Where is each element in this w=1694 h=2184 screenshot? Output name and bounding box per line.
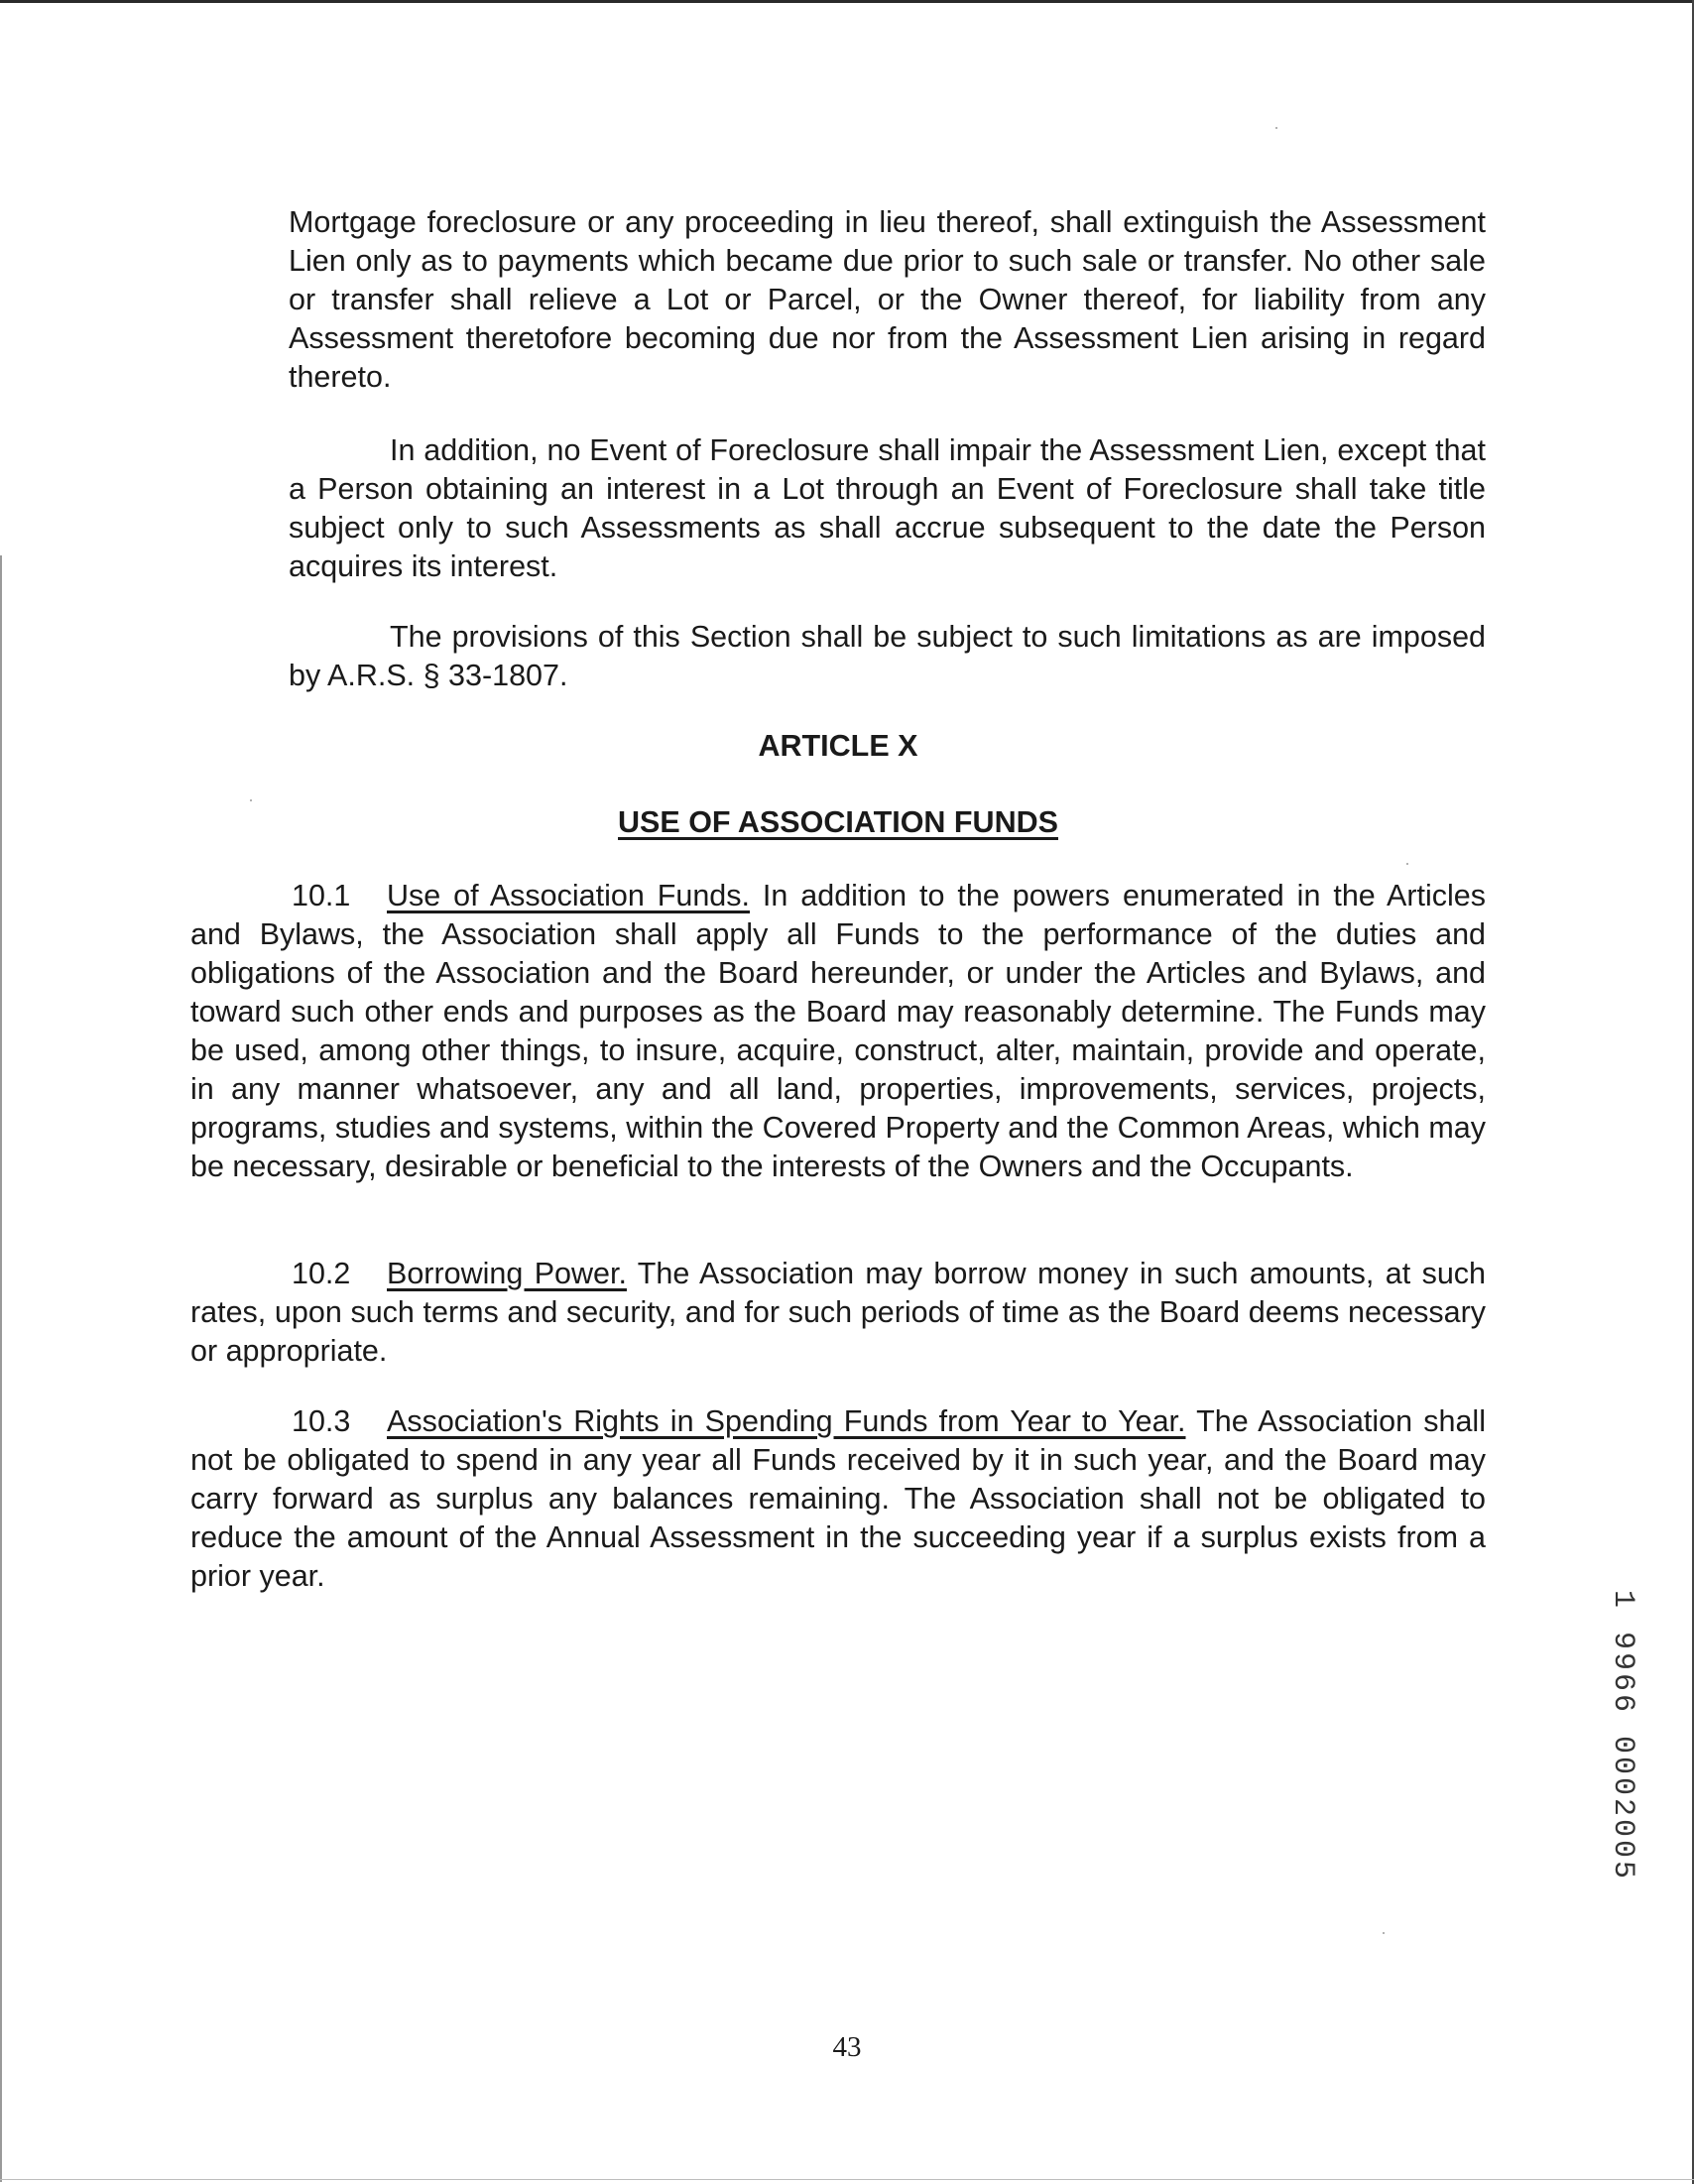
scan-edge-left <box>0 555 2 2182</box>
article-title: USE OF ASSOCIATION FUNDS <box>618 805 1058 839</box>
section-10-2 <box>190 1255 1486 1371</box>
section-10-1 <box>190 877 1486 1186</box>
scan-speck <box>250 799 252 801</box>
section-text: In addition to the powers enumerated in the Articles and Bylaws, the Association shall apply all Funds to the performance of the duties and obligations of the Association and the Board hereunder, or under the Articles and Bylaws, and toward such other ends and purposes as the Board may reasonably determine. The Funds may be used, among other things, to insure, acquire, construct, alter, maintain, provide and operate, in any manner whatsoever, any and all land, properties, improvements, services, projects, programs, studies and systems, within the Covered Property and the Common Areas, which may be necessary, desirable or beneficial to the interests of the Owners and the Occupants. <box>190 879 1486 1183</box>
section-title: Use of Association Funds. <box>387 879 750 912</box>
recording-stamp <box>1605 1589 1640 1882</box>
section-title: Borrowing Power. <box>387 1257 627 1290</box>
scan-edge-bottom <box>0 2179 1694 2180</box>
paragraph-in-addition: In addition, no Event of Foreclosure shall impair the Assessment Lien, except that a Person obtaining an interest in a Lot through an Event of Foreclosure shall take title subject only to such Assessments as shall accrue subsequent to the date the Person acquires its interest. <box>289 433 1486 583</box>
page-number: 43 <box>832 2031 862 2063</box>
section-number: 10.1 <box>292 879 351 912</box>
scan-speck <box>1383 1932 1385 1934</box>
section-text: The Association may borrow money in such amounts, at such rates, upon such terms and security, and for such periods of time as the Board deems necessary or appropriate. <box>190 1257 1486 1368</box>
recording-stamp-text: 1 9966 0002005 <box>1606 1589 1639 1882</box>
paragraph-continued: Mortgage foreclosure or any proceeding in lieu thereof, shall extinguish the Assessment Lien only as to payments which became due prior to such sale or transfer. No other sale or transfer shall relieve a Lot or Parcel, or the Owner thereof, for liability from any Assessment theretofore becoming due nor from the Assessment Lien arising in regard thereto. <box>289 205 1486 394</box>
scan-speck <box>1406 863 1408 865</box>
paragraph-provisions: The provisions of this Section shall be subject to such limitations as are imposed by A.R.S. § 33-1807. <box>289 620 1486 692</box>
section-10-3 <box>190 1402 1486 1596</box>
scan-edge-top <box>0 0 1694 3</box>
section-number: 10.2 <box>292 1257 351 1290</box>
scan-speck <box>1275 127 1277 129</box>
article-heading: ARTICLE X <box>758 729 918 763</box>
section-title: Association's Rights in Spending Funds from Year to Year. <box>387 1404 1186 1438</box>
section-number: 10.3 <box>292 1404 351 1438</box>
section-text: The Association shall not be obligated to spend in any year all Funds received by it in such year, and the Board may carry forward as surplus any balances remaining. The Association shall not be obligated to reduce the amount of the Annual Assessment in the succeeding year if a surplus exists from a prior year. <box>190 1404 1486 1593</box>
